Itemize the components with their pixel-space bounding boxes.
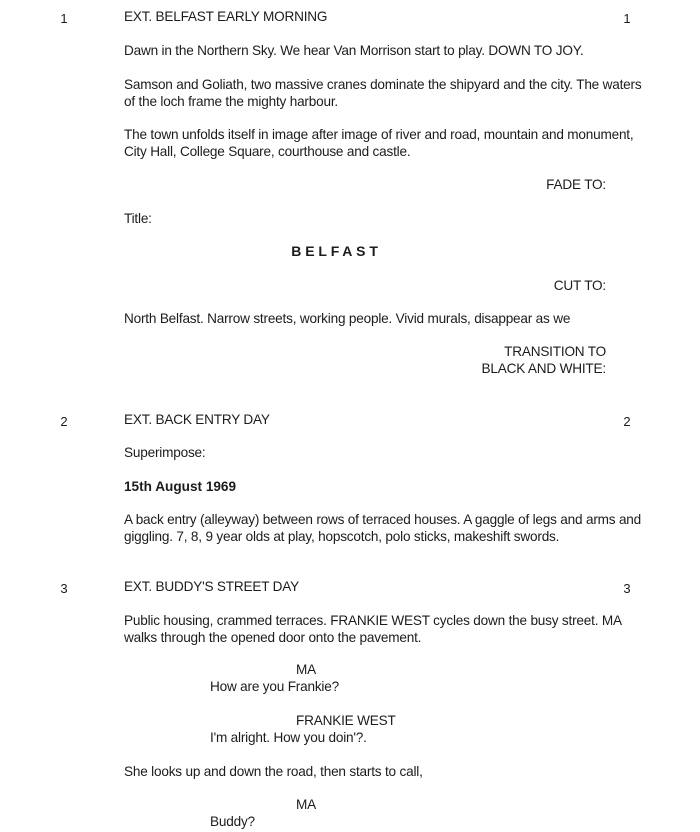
character-name: FRANKIE WEST bbox=[296, 713, 396, 728]
action-paragraph: Public housing, crammed terraces. FRANKIE WEST cycles down the busy street. MA walks through the opened door onto the pavement. bbox=[124, 613, 622, 645]
scene-heading: EXT. BUDDY'S STREET DAY bbox=[124, 579, 300, 594]
transition-line: TRANSITION TO bbox=[504, 344, 606, 359]
dialogue-line: How are you Frankie? bbox=[210, 679, 339, 694]
title-label: Title: bbox=[124, 211, 152, 226]
transition: FADE TO: bbox=[546, 177, 606, 192]
scene-number-right: 1 bbox=[623, 11, 631, 26]
scene-number-left: 1 bbox=[60, 11, 68, 26]
action-line: North Belfast. Narrow streets, working people. Vivid murals, disappear as we bbox=[124, 311, 571, 326]
scene-number-right: 2 bbox=[623, 414, 631, 429]
transition: CUT TO: bbox=[553, 278, 606, 293]
film-title: BELFAST bbox=[291, 243, 382, 259]
action-paragraph: Samson and Goliath, two massive cranes dominate the shipyard and the city. The waters of the loch frame the mighty harbour. bbox=[124, 77, 642, 109]
scene-heading: EXT. BACK ENTRY DAY bbox=[124, 412, 270, 427]
superimpose-label: Superimpose: bbox=[124, 445, 206, 460]
superimpose-text: 15th August 1969 bbox=[124, 479, 237, 494]
character-name: MA bbox=[296, 797, 316, 812]
transition-line: BLACK AND WHITE: bbox=[481, 361, 606, 376]
dialogue-line: Buddy? bbox=[210, 814, 255, 829]
scene-number-left: 2 bbox=[60, 414, 68, 429]
scene-heading: EXT. BELFAST EARLY MORNING bbox=[124, 9, 328, 24]
action-paragraph: The town unfolds itself in image after image of river and road, mountain and monument, City Hall, College Square, courthouse and castle. bbox=[124, 127, 634, 159]
dialogue-line: I'm alright. How you doin'?. bbox=[210, 730, 367, 745]
scene-number-left: 3 bbox=[60, 581, 68, 596]
action-paragraph: A back entry (alleyway) between rows of terraced houses. A gaggle of legs and arms and giggling. 7, 8, 9 year olds at play, hopscotch, polo sticks, makeshift swords. bbox=[124, 512, 642, 544]
action-line: She looks up and down the road, then starts to call, bbox=[124, 764, 423, 779]
action-line: Dawn in the Northern Sky. We hear Van Morrison start to play. DOWN TO JOY. bbox=[124, 43, 584, 58]
scene-number-right: 3 bbox=[623, 581, 631, 596]
character-name: MA bbox=[296, 662, 316, 677]
